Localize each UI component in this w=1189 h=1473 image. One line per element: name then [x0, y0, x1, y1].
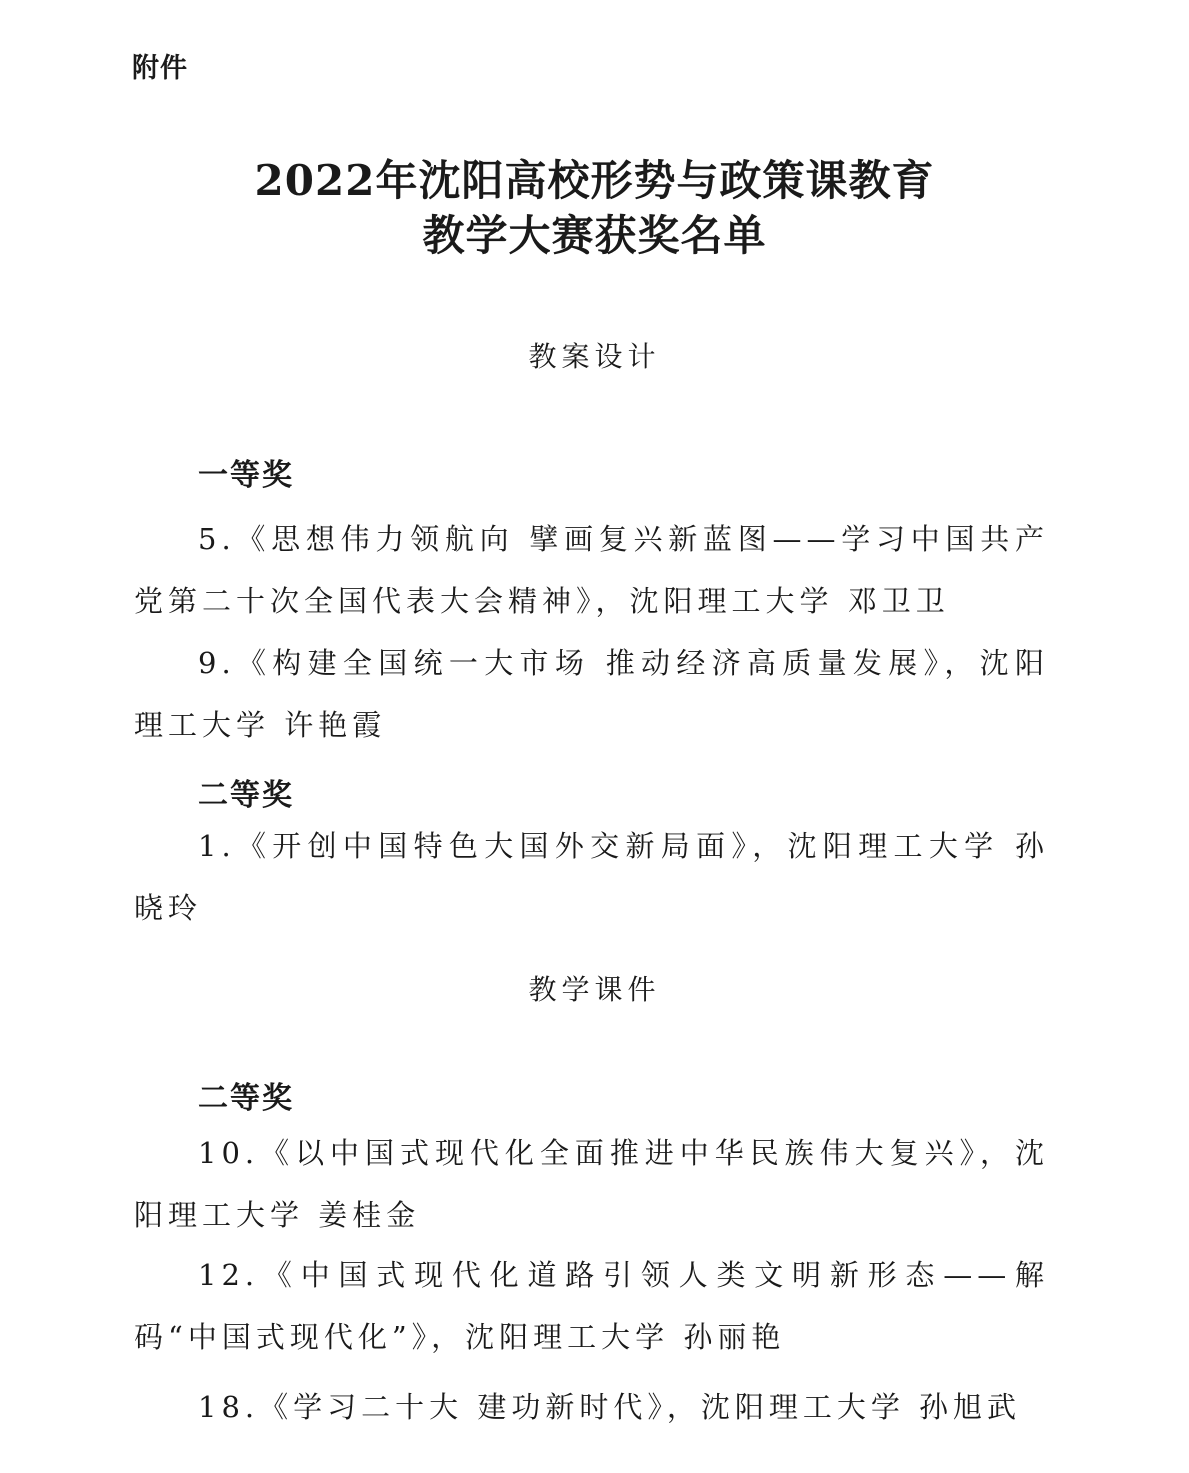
award-entry: 9.《构建全国统一大市场 推动经济高质量发展》，沈阳理工大学 许艳霞 — [134, 646, 1049, 742]
award-entry: 18.《学习二十大 建功新时代》，沈阳理工大学 孙旭武 — [198, 1390, 1022, 1424]
document-title-line-1: 2022年沈阳高校形势与政策课教育 — [254, 156, 935, 205]
section-title-lesson-plan: 教案设计 — [528, 340, 661, 373]
award-heading-second-prize: 二等奖 — [198, 778, 294, 813]
award-heading-first-prize: 一等奖 — [198, 458, 294, 493]
section-title-courseware: 教学课件 — [528, 973, 661, 1006]
award-entry: 1.《开创中国特色大国外交新局面》，沈阳理工大学 孙晓玲 — [134, 829, 1049, 925]
award-entry: 5.《思想伟力领航向 擘画复兴新蓝图——学习中国共产党第二十次全国代表大会精神》，沈阳理工大学 邓卫卫 — [134, 522, 1049, 618]
award-entry: 12.《中国式现代化道路引领人类文明新形态——解码“中国式现代化”》，沈阳理工大学 孙丽艳 — [134, 1258, 1049, 1354]
document-title-line-2: 教学大赛获奖名单 — [422, 211, 767, 260]
award-entry: 10.《以中国式现代化全面推进中华民族伟大复兴》，沈阳理工大学 姜桂金 — [134, 1136, 1049, 1232]
attachment-label: 附件 — [132, 53, 188, 84]
award-heading-second-prize: 二等奖 — [198, 1081, 294, 1116]
